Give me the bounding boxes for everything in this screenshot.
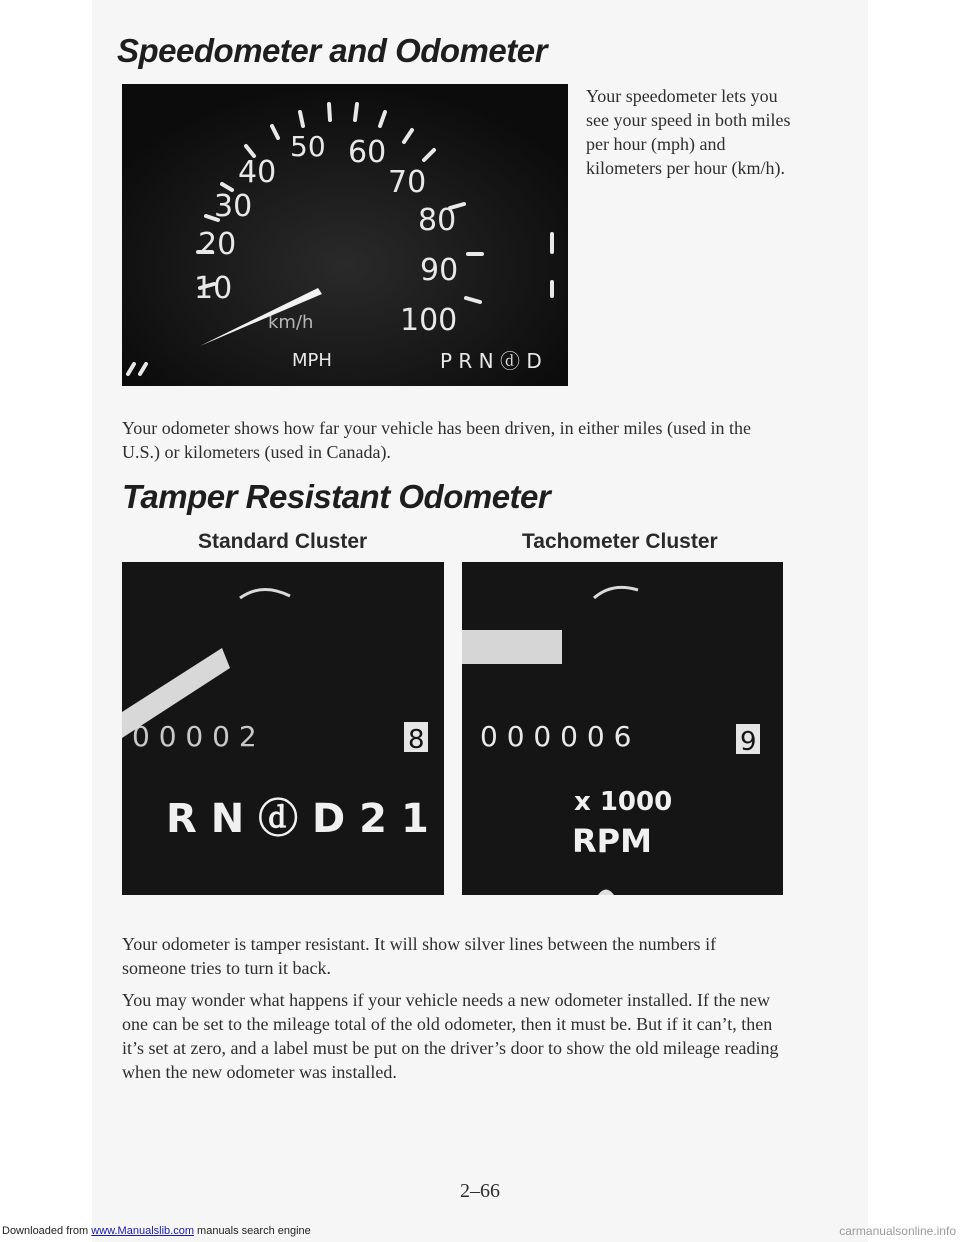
tamper-paragraph-1: Your odometer is tamper resistant. It will show silver lines between the numbers if someone tries to turn it back. — [122, 934, 717, 978]
tamper-resistant-title: Tamper Resistant Odometer — [122, 478, 551, 515]
tachometer-multiplier-label: x 1000 — [574, 787, 673, 817]
mph-label-20: 20 — [198, 227, 237, 262]
mph-label-90: 90 — [420, 253, 459, 288]
standard-odometer-last-digit: 8 — [408, 725, 425, 755]
manualslib-link[interactable]: www.Manualslib.com — [91, 1225, 194, 1237]
kmh-unit-label: km/h — [268, 312, 314, 333]
watermark: carmanualsonline.info — [839, 1224, 956, 1238]
mph-label-60: 60 — [348, 135, 387, 170]
speedometer-title: Speedometer and Odometer — [117, 32, 547, 69]
tachometer-cluster-photo — [462, 562, 783, 895]
mph-unit-label: MPH — [292, 350, 332, 371]
tachometer-rpm-label: RPM — [572, 822, 652, 860]
standard-odometer-digits: 0 0 0 0 2 — [132, 720, 257, 753]
mph-label-80: 80 — [418, 203, 457, 238]
tachometer-odometer-last-digit: 9 — [740, 727, 757, 757]
standard-cluster-photo — [122, 562, 444, 895]
mph-label-10: 10 — [194, 271, 233, 306]
tamper-paragraph-2: You may wonder what happens if your vehicle needs a new odometer installed. If the new one can be set to the mileage total of the old odometer, then it must be. But if it can’t, then it’s set at zero, and a label must be put on the driver’s door to show the old mileage reading when the new odometer was installed. — [122, 990, 779, 1082]
mph-label-100: 100 — [400, 303, 458, 338]
mph-label-30: 30 — [214, 189, 253, 224]
download-footer — [2, 1225, 311, 1237]
footer-suffix: manuals search engine — [193, 1225, 311, 1237]
tachometer-odometer-digits: 0 0 0 0 0 6 — [480, 720, 632, 753]
standard-cluster-caption: Standard Cluster — [198, 530, 368, 553]
mph-label-40: 40 — [238, 155, 277, 190]
speedometer-photo — [122, 84, 568, 386]
footer-prefix: Downloaded from — [2, 1225, 92, 1237]
speedometer-description: Your speedometer lets you see your speed in both miles per hour (mph) and kilometers per hour (km/h). — [586, 86, 791, 178]
gear-indicator: P R N ⓓ D — [440, 349, 542, 373]
mph-label-50: 50 — [290, 130, 326, 163]
standard-gear-indicator: R N ⓓ D 2 1 — [166, 796, 429, 842]
odometer-description: Your odometer shows how far your vehicle has been driven, in either miles (used in the U.S.) or kilometers (used in Canada). — [122, 418, 752, 462]
page-number: 2–66 — [460, 1180, 500, 1202]
mph-label-70: 70 — [388, 165, 427, 200]
tachometer-cluster-caption: Tachometer Cluster — [522, 530, 718, 553]
